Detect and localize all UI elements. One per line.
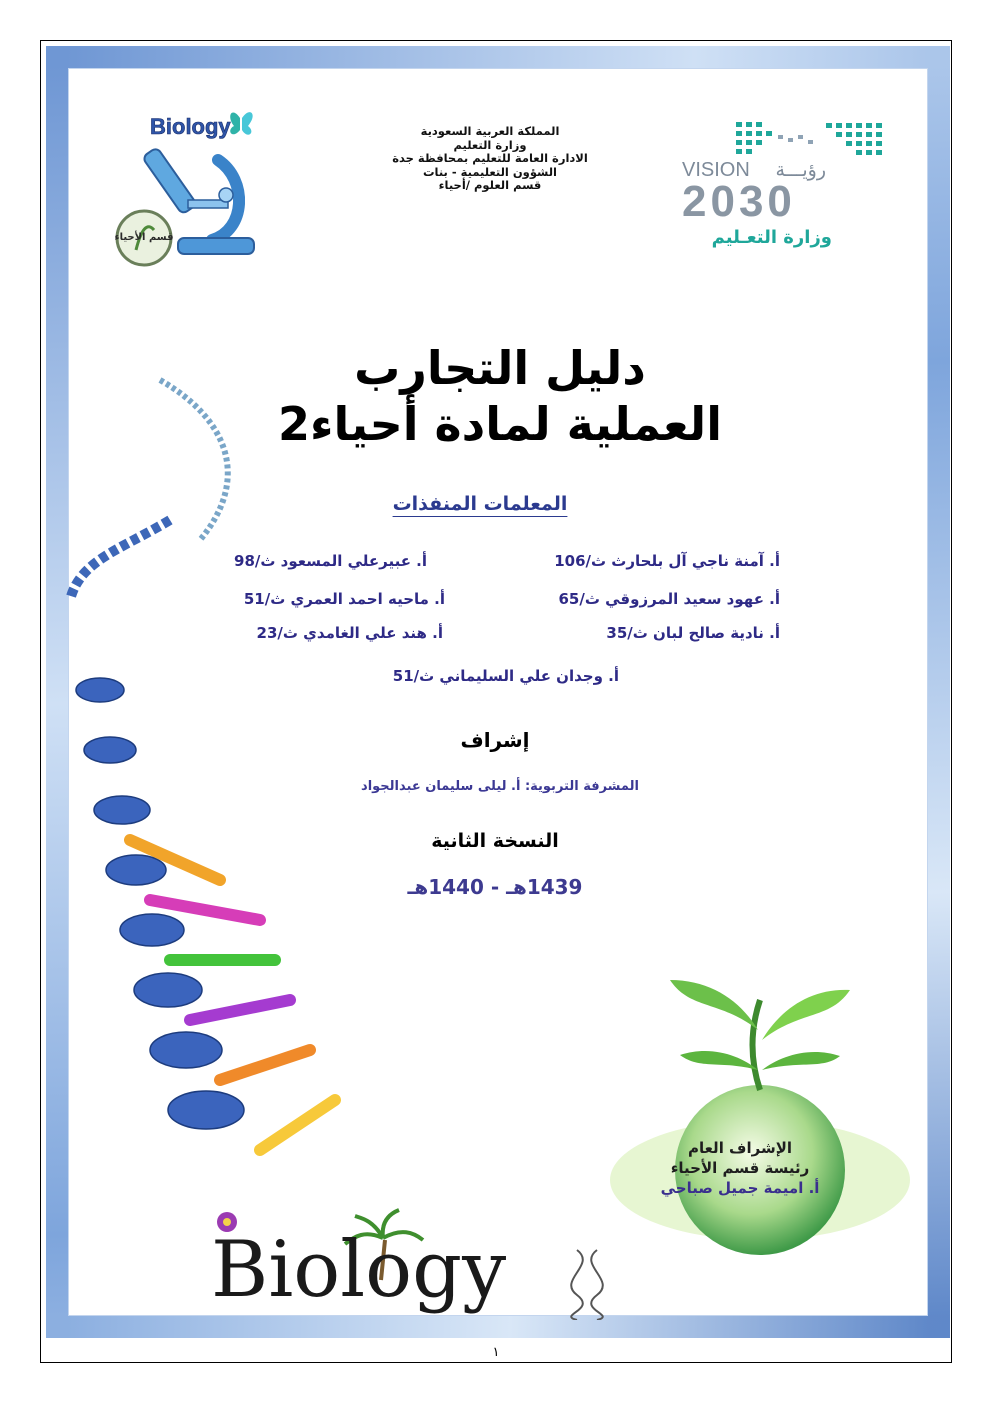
biology-word-art: [205, 1200, 625, 1320]
academic-years: 1439هـ - 1440هـ: [407, 875, 583, 899]
teacher-name: أ. آمنة ناجي آل بلحارث ث/106: [554, 552, 780, 570]
general-supervision-caption: [640, 1138, 840, 1198]
ministry-line: وزارة التعليم: [453, 137, 527, 152]
teacher-name: أ. ماحيه احمد العمري ث/51: [243, 590, 445, 608]
department-seal: [114, 211, 173, 265]
teacher-name: أ. نادية صالح لبان ث/35: [606, 624, 780, 642]
document-title: [220, 340, 780, 452]
globe-plant-illustration: [600, 960, 920, 1260]
teacher-name: أ. هند علي الغامدي ث/23: [256, 624, 443, 642]
teachers-heading: المعلمات المنفذات: [392, 493, 568, 515]
ministry-line: المملكة العربية السعودية: [420, 124, 560, 138]
ministry-line: الادارة العامة للتعليم بمحافظة جدة: [392, 151, 588, 165]
ministry-header: [340, 125, 640, 193]
logo-wordmark: Biology: [150, 114, 231, 139]
title-line-1: دليل التجارب: [354, 341, 646, 395]
edition-label: النسخة الثانية: [431, 830, 559, 852]
vision-label-ar: رؤيـــة: [775, 159, 826, 181]
teacher-name: أ. وجدان علي السليماني ث/51: [392, 667, 619, 685]
vision-2030-logo: [676, 118, 896, 248]
vision-dots-pattern: [736, 122, 882, 155]
biology-microscope-logo: [108, 100, 268, 270]
caption-line: رئيسة قسم الأحياء: [670, 1159, 810, 1177]
page-number: ١: [492, 1345, 500, 1360]
biology-word: Biology: [211, 1225, 507, 1315]
svg-text:قسم الأحياء: قسم الأحياء: [114, 232, 174, 243]
vision-label-en: VISION: [682, 159, 750, 181]
ministry-line: قسم العلوم /أحياء: [438, 178, 542, 192]
supervision-title: إشراف: [460, 728, 530, 752]
vision-year: 2030: [682, 177, 796, 226]
vision-ministry-ar: وزارة التعـليم: [711, 227, 832, 248]
butterfly-icon: [230, 112, 252, 135]
teacher-name: أ. عهود سعيد المرزوقي ث/65: [558, 590, 780, 608]
dna-icon: [571, 1250, 603, 1320]
caption-line: الإشراف العام: [687, 1139, 793, 1157]
dna-helix-illustration: [60, 360, 390, 1240]
supervisor-name: المشرفة التربوية: أ. ليلى سليمان عبدالجواد: [361, 779, 639, 794]
title-line-2: العملية لمادة أحياء2: [278, 397, 722, 451]
ministry-line: الشؤون التعليمية - بنات: [422, 164, 558, 179]
caption-name: أ. اميمة جميل صباحي: [660, 1179, 820, 1197]
teacher-name: أ. عبيرعلي المسعود ث/98: [234, 552, 427, 570]
